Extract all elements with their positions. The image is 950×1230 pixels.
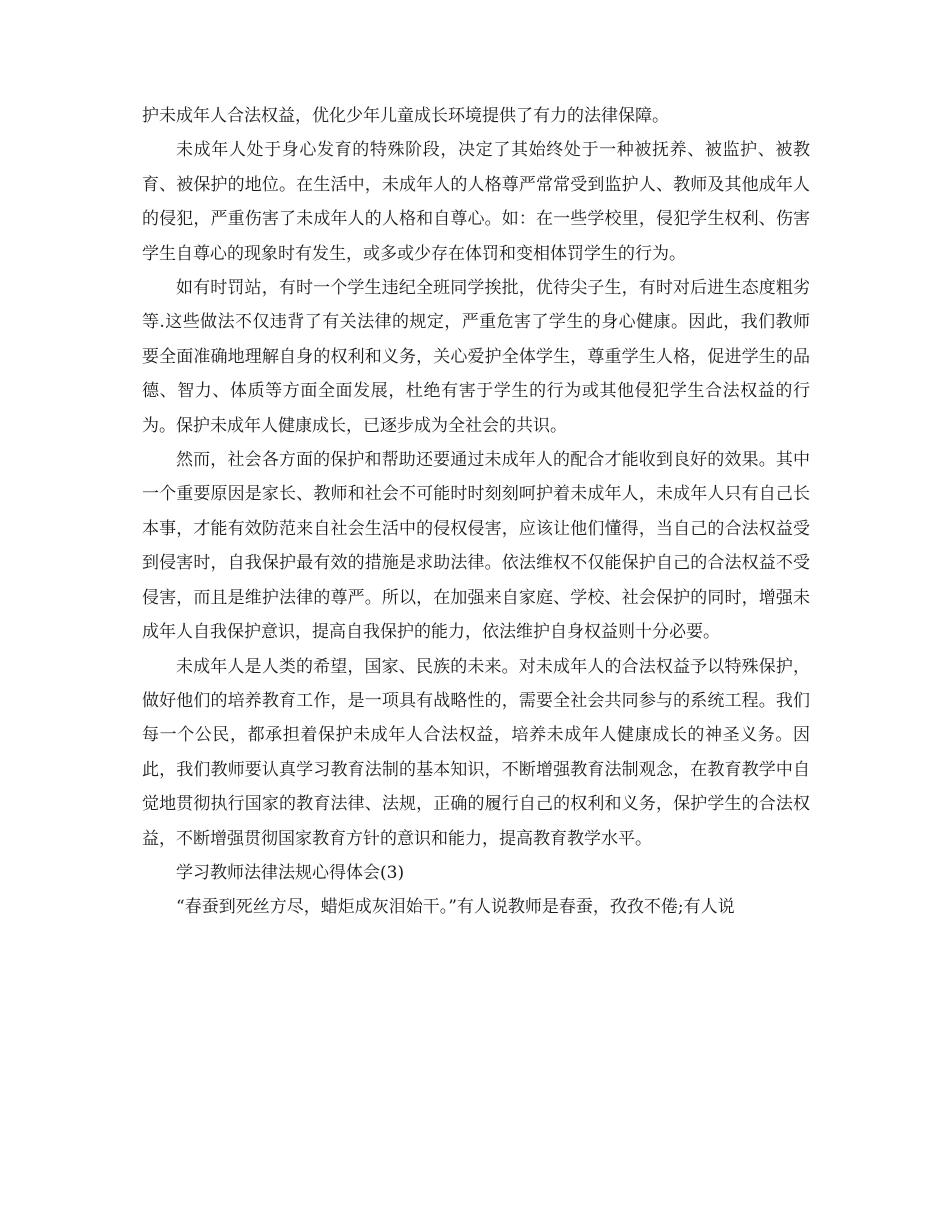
paragraph-self-protection: 然而，社会各方面的保护和帮助还要通过未成年人的配合才能收到良好的效果。其中一个重要原因是家长、教师和社会不可能时时刻刻呵护着未成年人，未成年人只有自己长本事，才能有效防范来自社会生活中的侵权侵害，应该让他们懂得，当自己的合法权益受到侵害时，自我保护最有效的措施是求助法律。依法维权不仅能保护自己的合法权益不受侵害，而且是维护法律的尊严。所以，在加强来自家庭、学校、社会保护的同时，增强未成年人自我保护意识，提高自我保护的能力，依法维护自身权益则十分必要。 xyxy=(142,450,810,643)
document-body xyxy=(142,99,810,925)
section-heading: 学习教师法律法规心得体会(3) xyxy=(176,862,405,883)
paragraph-hope-of-future: 未成年人是人类的希望，国家、民族的未来。对未成年人的合法权益予以特殊保护，做好他们的培养教育工作，是一项具有战略性的，需要全社会共同参与的系统工程。我们每一个公民，都承担着保护未成年人合法权益，培养未成年人健康成长的神圣义务。因此，我们教师要认真学习教育法制的基本知识，不断增强教育法制观念，在教育教学中自觉地贯彻执行国家的教育法律、法规，正确的履行自己的权利和义务，保护学生的合法权益，不断增强贯彻国家教育方针的意识和能力，提高教育教学水平。 xyxy=(142,656,810,849)
paragraph-minor-status: 未成年人处于身心发育的特殊阶段，决定了其始终处于一种被抚养、被监护、被教育、被保护的地位。在生活中，未成年人的人格尊严常常受到监护人、教师及其他成年人的侵犯，严重伤害了未成年人的人格和自尊心。如：在一些学校里，侵犯学生权利、伤害学生自尊心的现象时有发生，或多或少存在体罚和变相体罚学生的行为。 xyxy=(142,140,810,264)
paragraph-quote-opening: “春蚕到死丝方尽，蜡炬成灰泪始干。”有人说教师是春蚕，孜孜不倦;有人说 xyxy=(176,897,735,918)
paragraph-improper-practices: 如有时罚站，有时一个学生违纪全班同学挨批，优待尖子生，有时对后进生态度粗劣等.这些做法不仅违背了有关法律的规定，严重危害了学生的身心健康。因此，我们教师要全面准确地理解自身的权利和义务，关心爱护全体学生，尊重学生人格，促进学生的品德、智力、体质等方面全面发展，杜绝有害于学生的行为或其他侵犯学生合法权益的行为。保护未成年人健康成长，已逐步成为全社会的共识。 xyxy=(142,278,810,436)
paragraph-continuation: 护未成年人合法权益，优化少年儿童成长环境提供了有力的法律保障。 xyxy=(142,106,669,126)
